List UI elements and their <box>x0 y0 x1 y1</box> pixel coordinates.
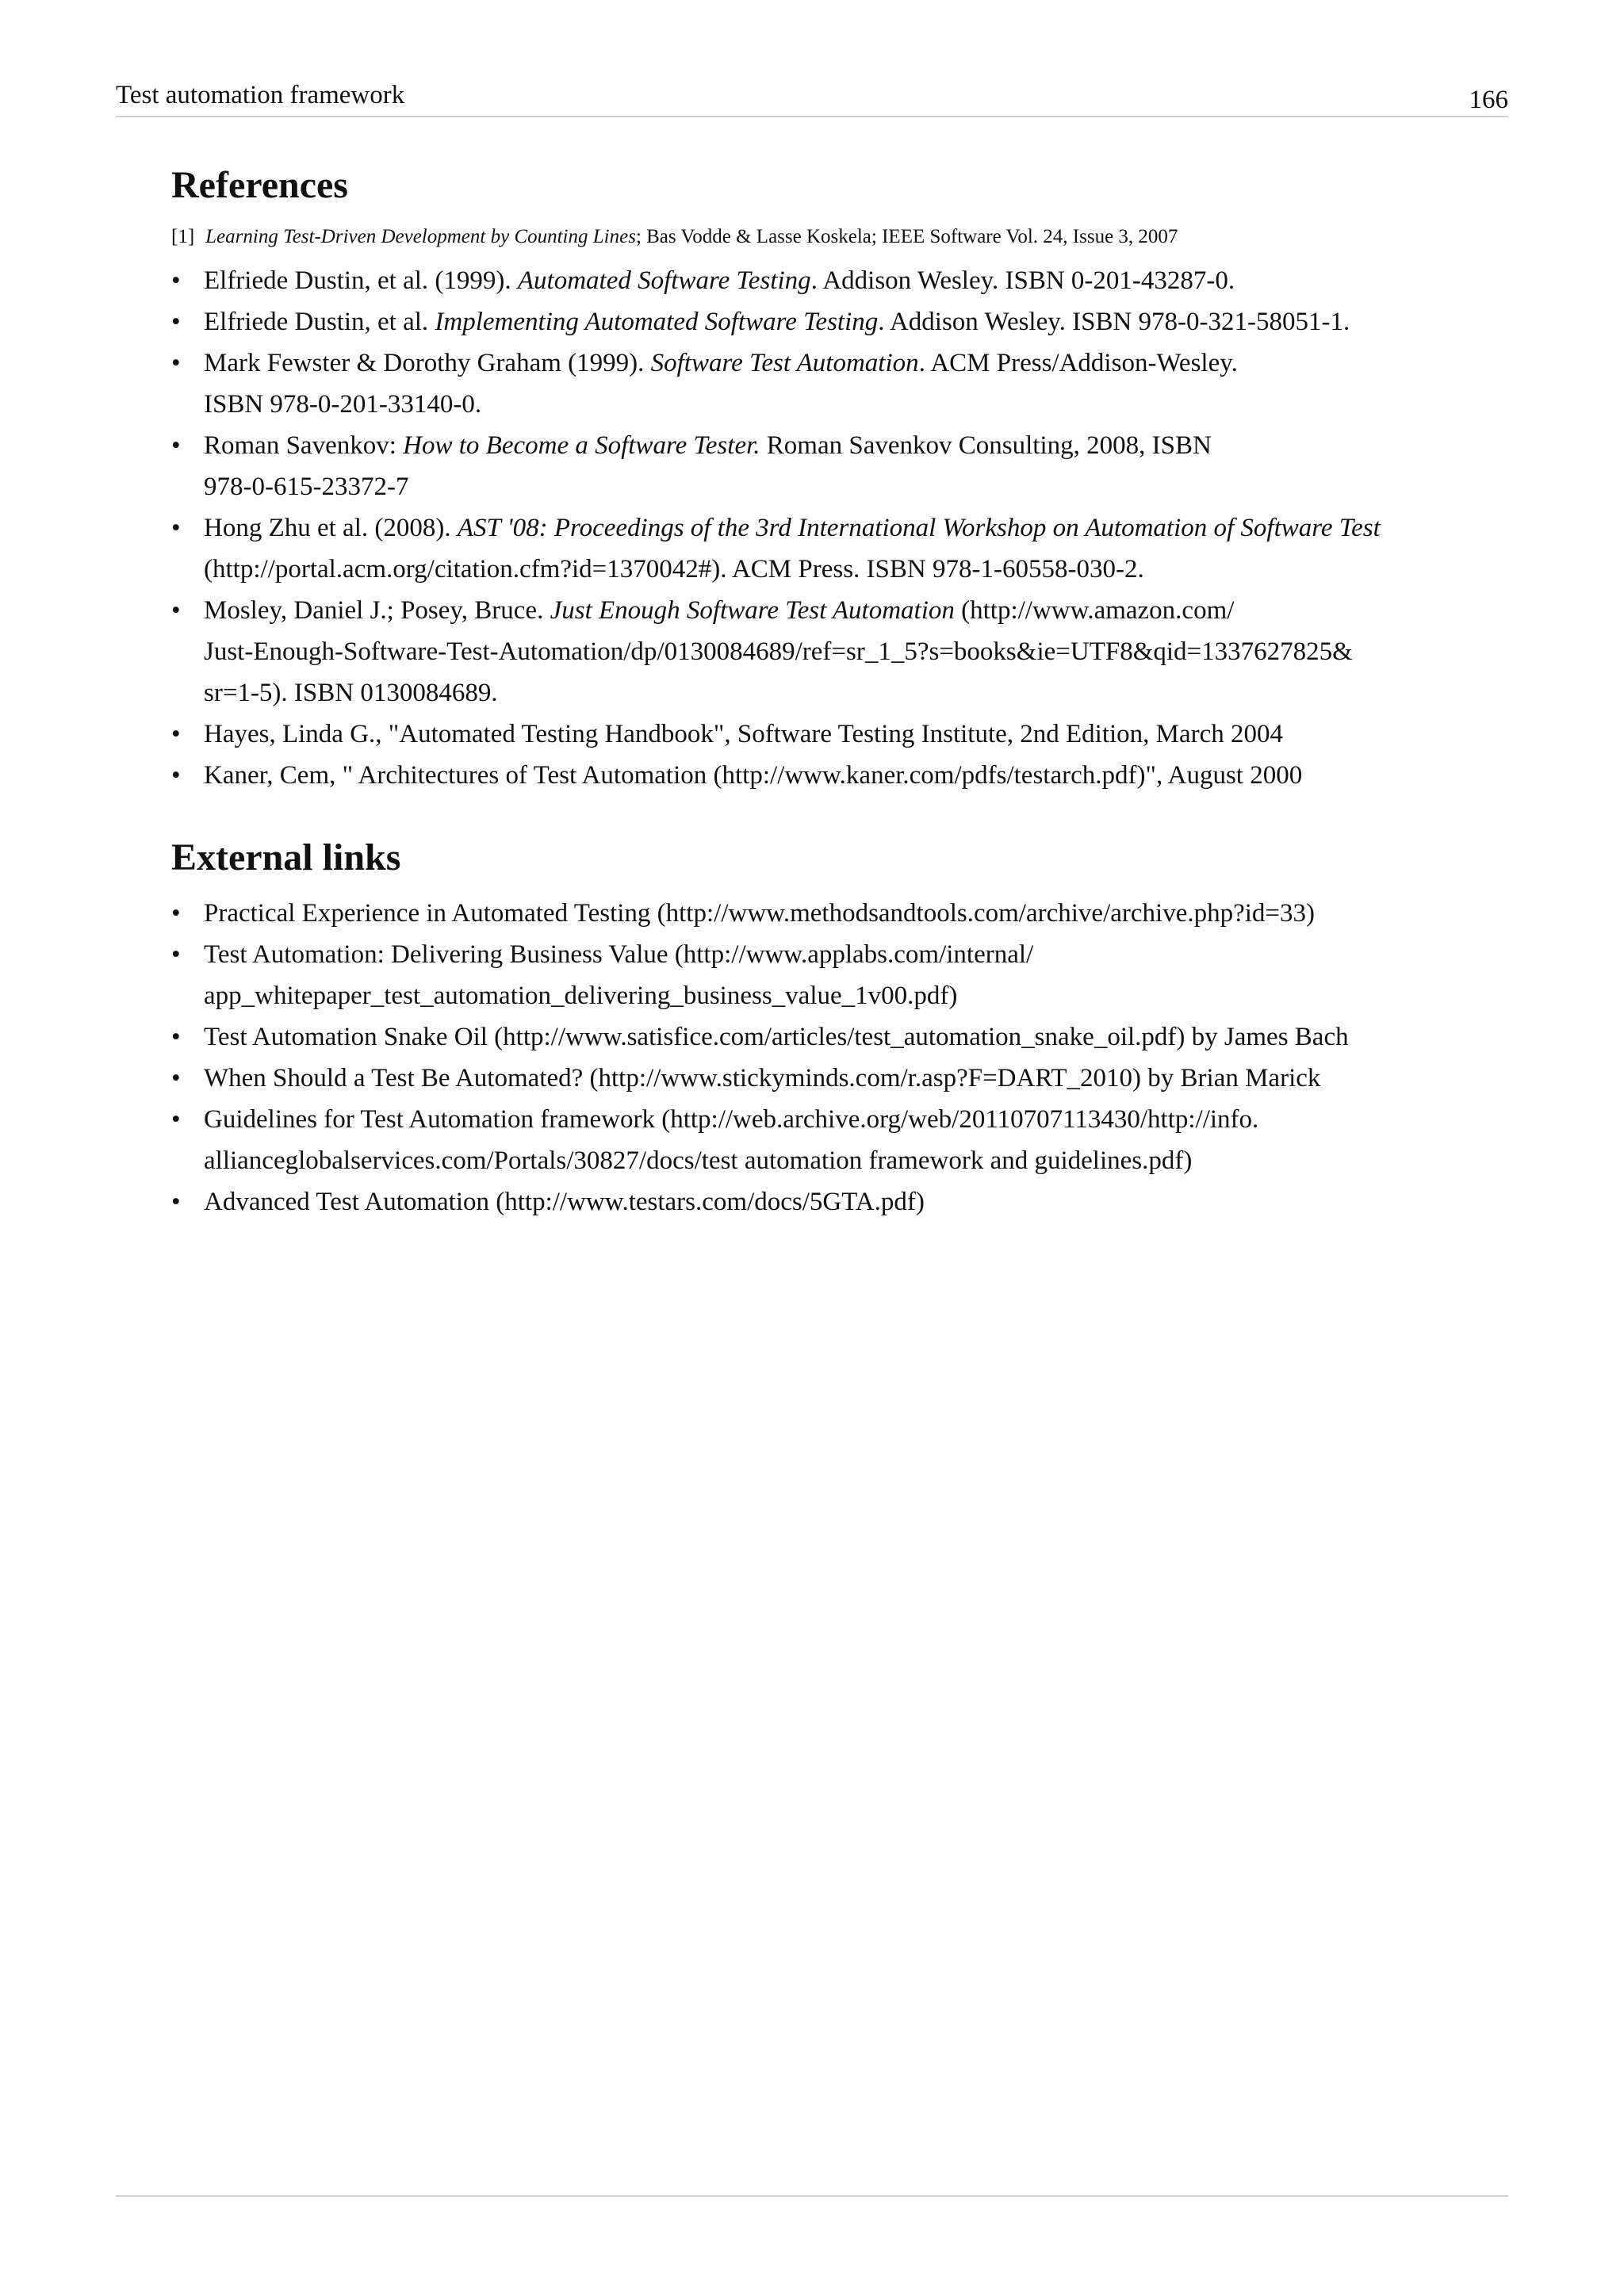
footnote-1 <box>171 224 1511 251</box>
external-link-text: Guidelines for Test Automation framework (http://web.archive.org/web/20110707113430/http://info. <box>204 1105 1259 1134</box>
reference-item <box>171 342 1511 425</box>
external-link-text: Test Automation Snake Oil (http://www.satisfice.com/articles/test_automation_snake_oil.pdf) by James Bach <box>204 1023 1349 1051</box>
reference-text: ISBN 978-0-201-33140-0. <box>204 390 482 419</box>
references-list <box>171 260 1511 796</box>
reference-item <box>171 425 1511 507</box>
reference-text: Roman Savenkov Consulting, 2008, ISBN <box>760 431 1212 460</box>
reference-text: 978-0-615-23372-7 <box>204 473 409 501</box>
external-link-text: Practical Experience in Automated Testing (http://www.methodsandtools.com/archive/archive.php?id=33) <box>204 899 1316 928</box>
footnote-text: ; Bas Vodde & Lasse Koskela; IEEE Software Vol. 24, Issue 3, 2007 <box>635 226 1178 247</box>
reference-text: . ACM Press/Addison-Wesley. <box>918 349 1238 377</box>
reference-text: (http://portal.acm.org/citation.cfm?id=1370042#). ACM Press. ISBN 978-1-60558-030-2. <box>204 555 1144 584</box>
reference-item <box>171 507 1511 590</box>
reference-title: AST '08: Proceedings of the 3rd International Workshop on Automation of Software Test <box>457 514 1381 542</box>
bullet-glyph: • <box>171 266 181 295</box>
external-link-item <box>171 1181 1511 1223</box>
bullet-glyph: • <box>171 308 181 336</box>
bullet-glyph: • <box>171 1105 181 1134</box>
reference-item <box>171 590 1511 714</box>
reference-item <box>171 260 1511 301</box>
page-content <box>171 162 1511 1223</box>
reference-item <box>171 301 1511 342</box>
external-link-item <box>171 1016 1511 1058</box>
bullet-glyph: • <box>171 1023 181 1051</box>
bullet-glyph: • <box>171 596 181 625</box>
external-link-text: app_whitepaper_test_automation_delivering_business_value_1v00.pdf) <box>204 982 958 1010</box>
reference-text: Elfriede Dustin, et al. <box>204 308 435 336</box>
external-link-text: Test Automation: Delivering Business Value (http://www.applabs.com/internal/ <box>204 940 1034 969</box>
page-number: 166 <box>1469 86 1508 114</box>
reference-text: Just-Enough-Software-Test-Automation/dp/0130084689/ref=sr_1_5?s=books&ie=UTF8&qid=1337627825& <box>204 637 1353 666</box>
reference-text: Mark Fewster & Dorothy Graham (1999). <box>204 349 651 377</box>
bullet-glyph: • <box>171 349 181 377</box>
external-link-text: allianceglobalservices.com/Portals/30827/docs/test automation framework and guidelines.pdf) <box>204 1146 1193 1175</box>
reference-title: Software Test Automation <box>650 349 919 377</box>
reference-item <box>171 714 1511 755</box>
reference-text: Roman Savenkov: <box>204 431 404 460</box>
reference-item <box>171 755 1511 796</box>
running-title: Test automation framework <box>116 81 405 109</box>
external-link-item <box>171 1058 1511 1099</box>
reference-text: . Addison Wesley. ISBN 978-0-321-58051-1. <box>878 308 1350 336</box>
reference-title: Automated Software Testing <box>517 266 811 295</box>
bullet-glyph: • <box>171 1188 181 1216</box>
external-link-item <box>171 893 1511 934</box>
reference-title: Just Enough Software Test Automation <box>550 596 955 625</box>
reference-title: Implementing Automated Software Testing <box>435 308 879 336</box>
reference-text: Hong Zhu et al. (2008). <box>204 514 458 542</box>
external-link-text: Advanced Test Automation (http://www.testars.com/docs/5GTA.pdf) <box>204 1188 925 1216</box>
reference-title: How to Become a Software Tester. <box>403 431 760 460</box>
footer-rule <box>116 2195 1508 2197</box>
bullet-glyph: • <box>171 940 181 969</box>
external-link-item <box>171 934 1511 1016</box>
external-link-text: When Should a Test Be Automated? (http://www.stickyminds.com/r.asp?F=DART_2010) by Brian Marick <box>204 1064 1321 1093</box>
external-links-heading: External links <box>171 836 401 878</box>
bullet-glyph: • <box>171 431 181 460</box>
footnote-number: [1] <box>171 226 195 247</box>
bullet-glyph: • <box>171 720 181 748</box>
bullet-glyph: • <box>171 761 181 790</box>
external-links-list <box>171 893 1511 1223</box>
bullet-glyph: • <box>171 514 181 542</box>
page-header <box>116 76 1508 117</box>
reference-text: sr=1-5). ISBN 0130084689. <box>204 679 498 707</box>
external-link-item <box>171 1099 1511 1181</box>
bullet-glyph: • <box>171 899 181 928</box>
reference-text: Kaner, Cem, " Architectures of Test Automation (http://www.kaner.com/pdfs/testarch.pdf)", August 2000 <box>204 761 1303 790</box>
footnote-title: Learning Test-Driven Development by Counting Lines <box>205 226 636 247</box>
references-heading: References <box>171 164 348 206</box>
reference-text: . Addison Wesley. ISBN 0-201-43287-0. <box>810 266 1235 295</box>
bullet-glyph: • <box>171 1064 181 1093</box>
reference-text: (http://www.amazon.com/ <box>954 596 1235 625</box>
reference-text: Elfriede Dustin, et al. (1999). <box>204 266 518 295</box>
reference-text: Hayes, Linda G., "Automated Testing Handbook", Software Testing Institute, 2nd Edition, March 2004 <box>204 720 1284 748</box>
reference-text: Mosley, Daniel J.; Posey, Bruce. <box>204 596 550 625</box>
